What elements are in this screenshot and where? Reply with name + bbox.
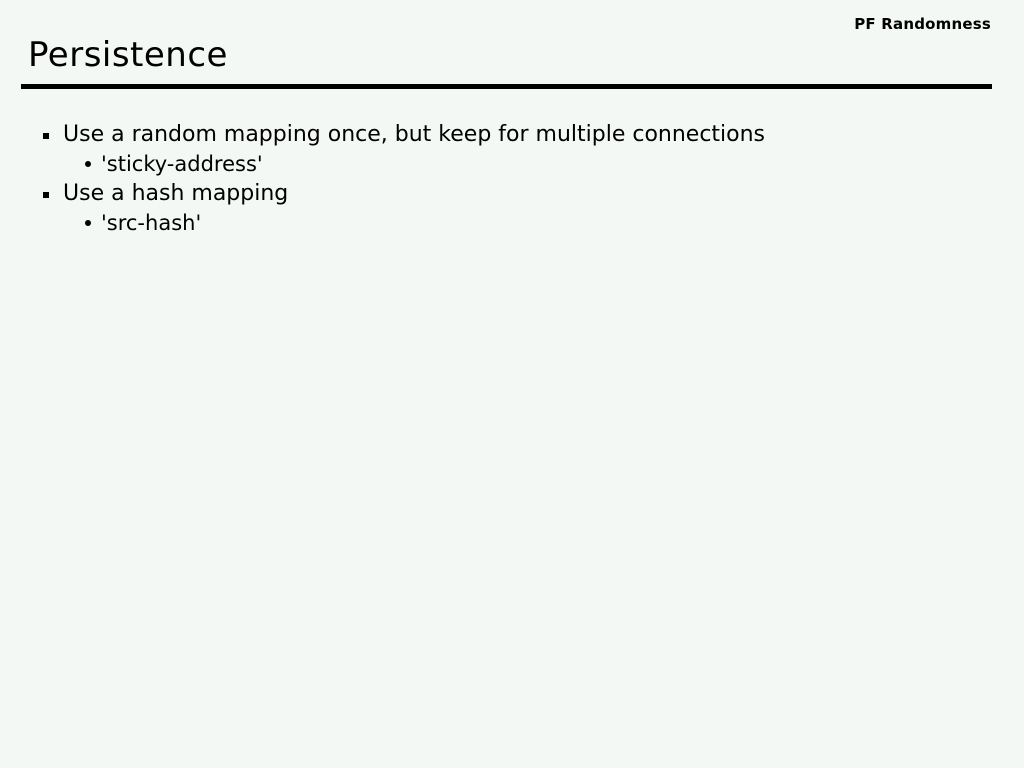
- slide-content: [38, 120, 978, 239]
- list-item: [63, 150, 978, 178]
- square-bullet-icon: [43, 192, 49, 198]
- list-item-label: 'src-hash': [101, 211, 202, 236]
- round-bullet-icon: [85, 161, 91, 167]
- list-item: [63, 209, 978, 237]
- bullet-list-level1: [38, 120, 978, 238]
- square-bullet-icon: [43, 133, 49, 139]
- page-title: Persistence: [28, 35, 228, 75]
- bullet-list-level2: [63, 209, 978, 237]
- list-item: [38, 120, 978, 178]
- title-divider: [21, 84, 992, 89]
- list-item: [38, 179, 978, 237]
- round-bullet-icon: [85, 220, 91, 226]
- list-item-label: Use a hash mapping: [63, 181, 289, 207]
- slide-header-label: PF Randomness: [854, 15, 991, 33]
- list-item-label: 'sticky-address': [101, 152, 263, 177]
- list-item-label: Use a random mapping once, but keep for multiple connections: [63, 122, 766, 147]
- bullet-list-level2: [63, 150, 978, 178]
